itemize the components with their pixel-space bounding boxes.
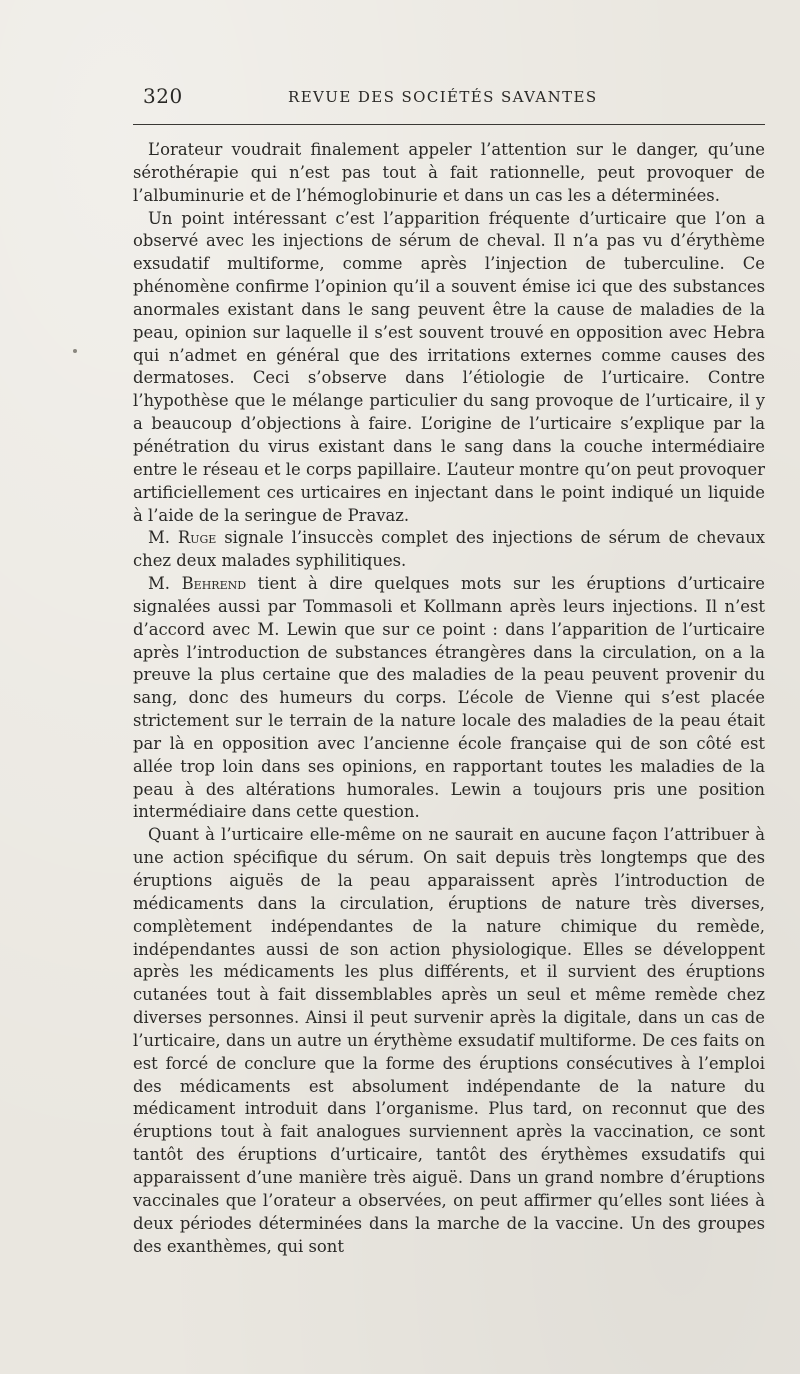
speaker-name: Ruge [177, 528, 217, 548]
running-title: REVUE DES SOCIÉTÉS SAVANTES [288, 88, 598, 106]
paragraph-5: Quant à l’urticaire elle-même on ne saurait en aucune façon l’attribuer à une action spécifique du sérum. On sait depuis très longtemps que des éruptions aiguës de la peau apparaissent après l’introduction de médicaments dans la circulation, éruptions de nature très diverses, complètement indépendantes de la nature chimique du remède, indépendantes aussi de son action physiologique. Elles se développent après les médicaments les plus différents, et il survient des éruptions cutanées tout à fait dissemblables après un seul et même remède chez diverses personnes. Ainsi il peut survenir après la digitale, dans un cas de l’urticaire, dans un autre un érythème exsudatif multiforme. De ces faits on est forcé de conclure que la forme des éruptions consécutives à l’emploi des médicaments est absolument indépendante de la nature du médicament introduit dans l’organisme. Plus tard, on reconnut que des éruptions tout à fait analogues surviennent après la vaccination, ce sont tantôt des éruptions d’urticaire, tantôt des érythèmes exsudatifs qui apparaissent d’une manière très aiguë. Dans un grand nombre d’éruptions vaccinales que l’orateur a observées, on peut affirmer qu’elles sont liées à deux périodes déterminées dans la marche de la vaccine. Un des groupes des exanthèmes, qui sont [133, 825, 765, 1256]
paragraph-2: Un point intéressant c’est l’apparition fréquente d’urticaire que l’on a observé avec les injections de sérum de cheval. Il n’a pas vu d’érythème exsudatif multiforme, comme après l’injection de tuberculine. Ce phénomène confirme l’opinion qu’il a souvent émise ici que des substances anormales existant dans le sang peuvent être la cause de maladies de la peau, opinion sur laquelle il s’est souvent trouvé en opposition avec Hebra qui n’admet en général que des irritations externes comme causes des dermatoses. Ceci s’observe dans l’étiologie de l’urticaire. Contre l’hypothèse que le mélange particulier du sang provoque de l’urticaire, il y a beaucoup d’objections à faire. L’origine de l’urticaire s’explique par la pénétration du virus existant dans le sang dans la couche intermédiaire entre le réseau et le corps papillaire. L’auteur montre qu’on peut provoquer artificiellement ces urticaires en injectant dans le point indiqué un liquide à l’aide de la seringue de Pravaz. [133, 208, 765, 525]
header-rule [133, 124, 765, 125]
page-number: 320 [143, 84, 183, 108]
paragraph-4: M. Behrend tient à dire quelques mots sur les éruptions d’urticaire signalées aussi par Tommasoli et Kollmann après leurs injections. Il n’est d’accord avec M. Lewin que sur ce point : dans l’apparition de l’urticaire après l’introduction de substances étrangères dans la circulation, on a la preuve la plus certaine que des maladies de la peau peuvent provenir du sang, donc des humeurs du corps. L’école de Vienne qui s’est placée strictement sur le terrain de la nature locale des maladies de la peau était par là en opposition avec l’ancienne école française qui de son côté est allée trop loin dans ses opinions, en rapportant toutes les maladies de la peau à des altérations humorales. Lewin a toujours pris une position intermédiaire dans cette question. [133, 574, 765, 822]
speaker-name: Behrend [181, 574, 247, 594]
paragraph-1: L’orateur voudrait finalement appeler l’attention sur le danger, qu’une sérothérapie qui n’est pas tout à fait rationnelle, peut provoquer de l’albuminurie et de l’hémoglobinurie et dans un cas les a déterminées. [133, 140, 765, 205]
paper-speck [73, 349, 77, 353]
body-text [133, 139, 765, 1258]
page-header [133, 84, 765, 112]
paragraph-3: M. Ruge signale l’insuccès complet des injections de sérum de chevaux chez deux malades syphilitiques. [133, 528, 765, 571]
